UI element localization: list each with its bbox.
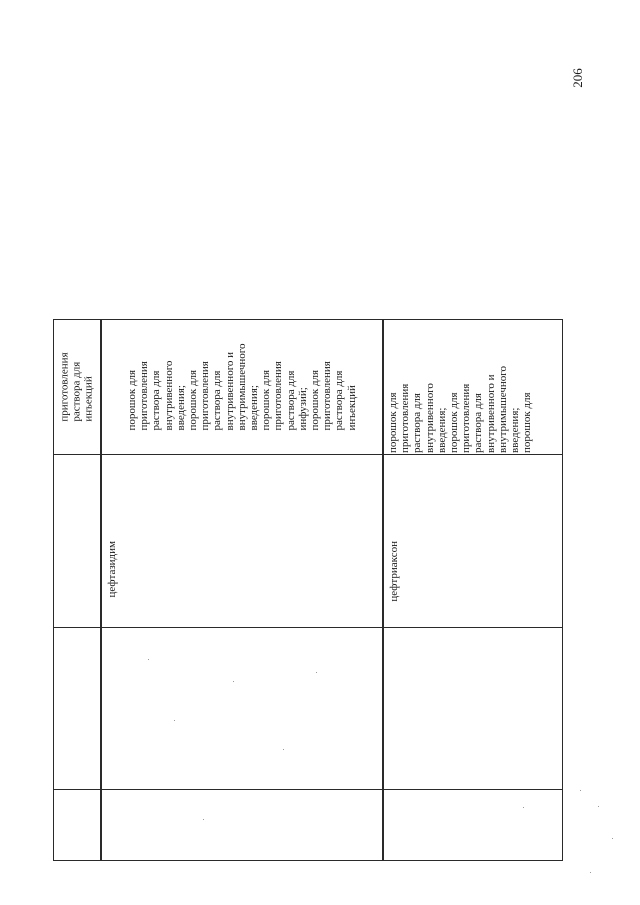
- table-row-3-medicine-cell: [384, 455, 562, 627]
- drug-table: [53, 319, 563, 861]
- scan-speck: [174, 720, 175, 721]
- table-row-2-form-cell: [102, 320, 382, 454]
- table-border-right: [562, 319, 563, 861]
- table-row-1-form: приготовления раствора для инъекций: [58, 352, 96, 422]
- table-row-3-form-cell: [384, 320, 562, 454]
- scan-speck: [612, 838, 613, 839]
- table-row-2-medicine: цефтазидим: [106, 541, 118, 598]
- scan-speck: [148, 659, 149, 660]
- scan-speck: [233, 681, 234, 682]
- scan-speck: [523, 807, 524, 808]
- scan-speck: [203, 819, 204, 820]
- column-divider-2: [53, 627, 563, 628]
- scan-speck: [590, 872, 591, 873]
- table-row-2-form: порошок для приготовления раствора для внутривенного введения; порошок для приготовления раствора для внутривенного и внутримышечного введения; порошок для приготовления раствора для инфузий; порошок для приготовления раствора для инъекций: [126, 343, 358, 431]
- table-row-1-form-cell: [54, 320, 100, 454]
- table-row-3-form: порошок для приготовления раствора для внутривенного введения; порошок для приготовления раствора для внутривенного и внутримышечного введения; порошок для: [387, 366, 534, 453]
- scan-speck: [580, 790, 581, 791]
- scan-speck: [316, 672, 317, 673]
- page-number-text: 206: [570, 68, 585, 88]
- scan-speck: [598, 806, 599, 807]
- page-number: [566, 60, 590, 96]
- scan-speck: [283, 749, 284, 750]
- column-divider-3: [53, 789, 563, 790]
- table-row-2-medicine-cell: [102, 455, 382, 627]
- table-border-bottom: [53, 860, 563, 861]
- table-row-3-medicine: цефтриаксон: [388, 541, 400, 602]
